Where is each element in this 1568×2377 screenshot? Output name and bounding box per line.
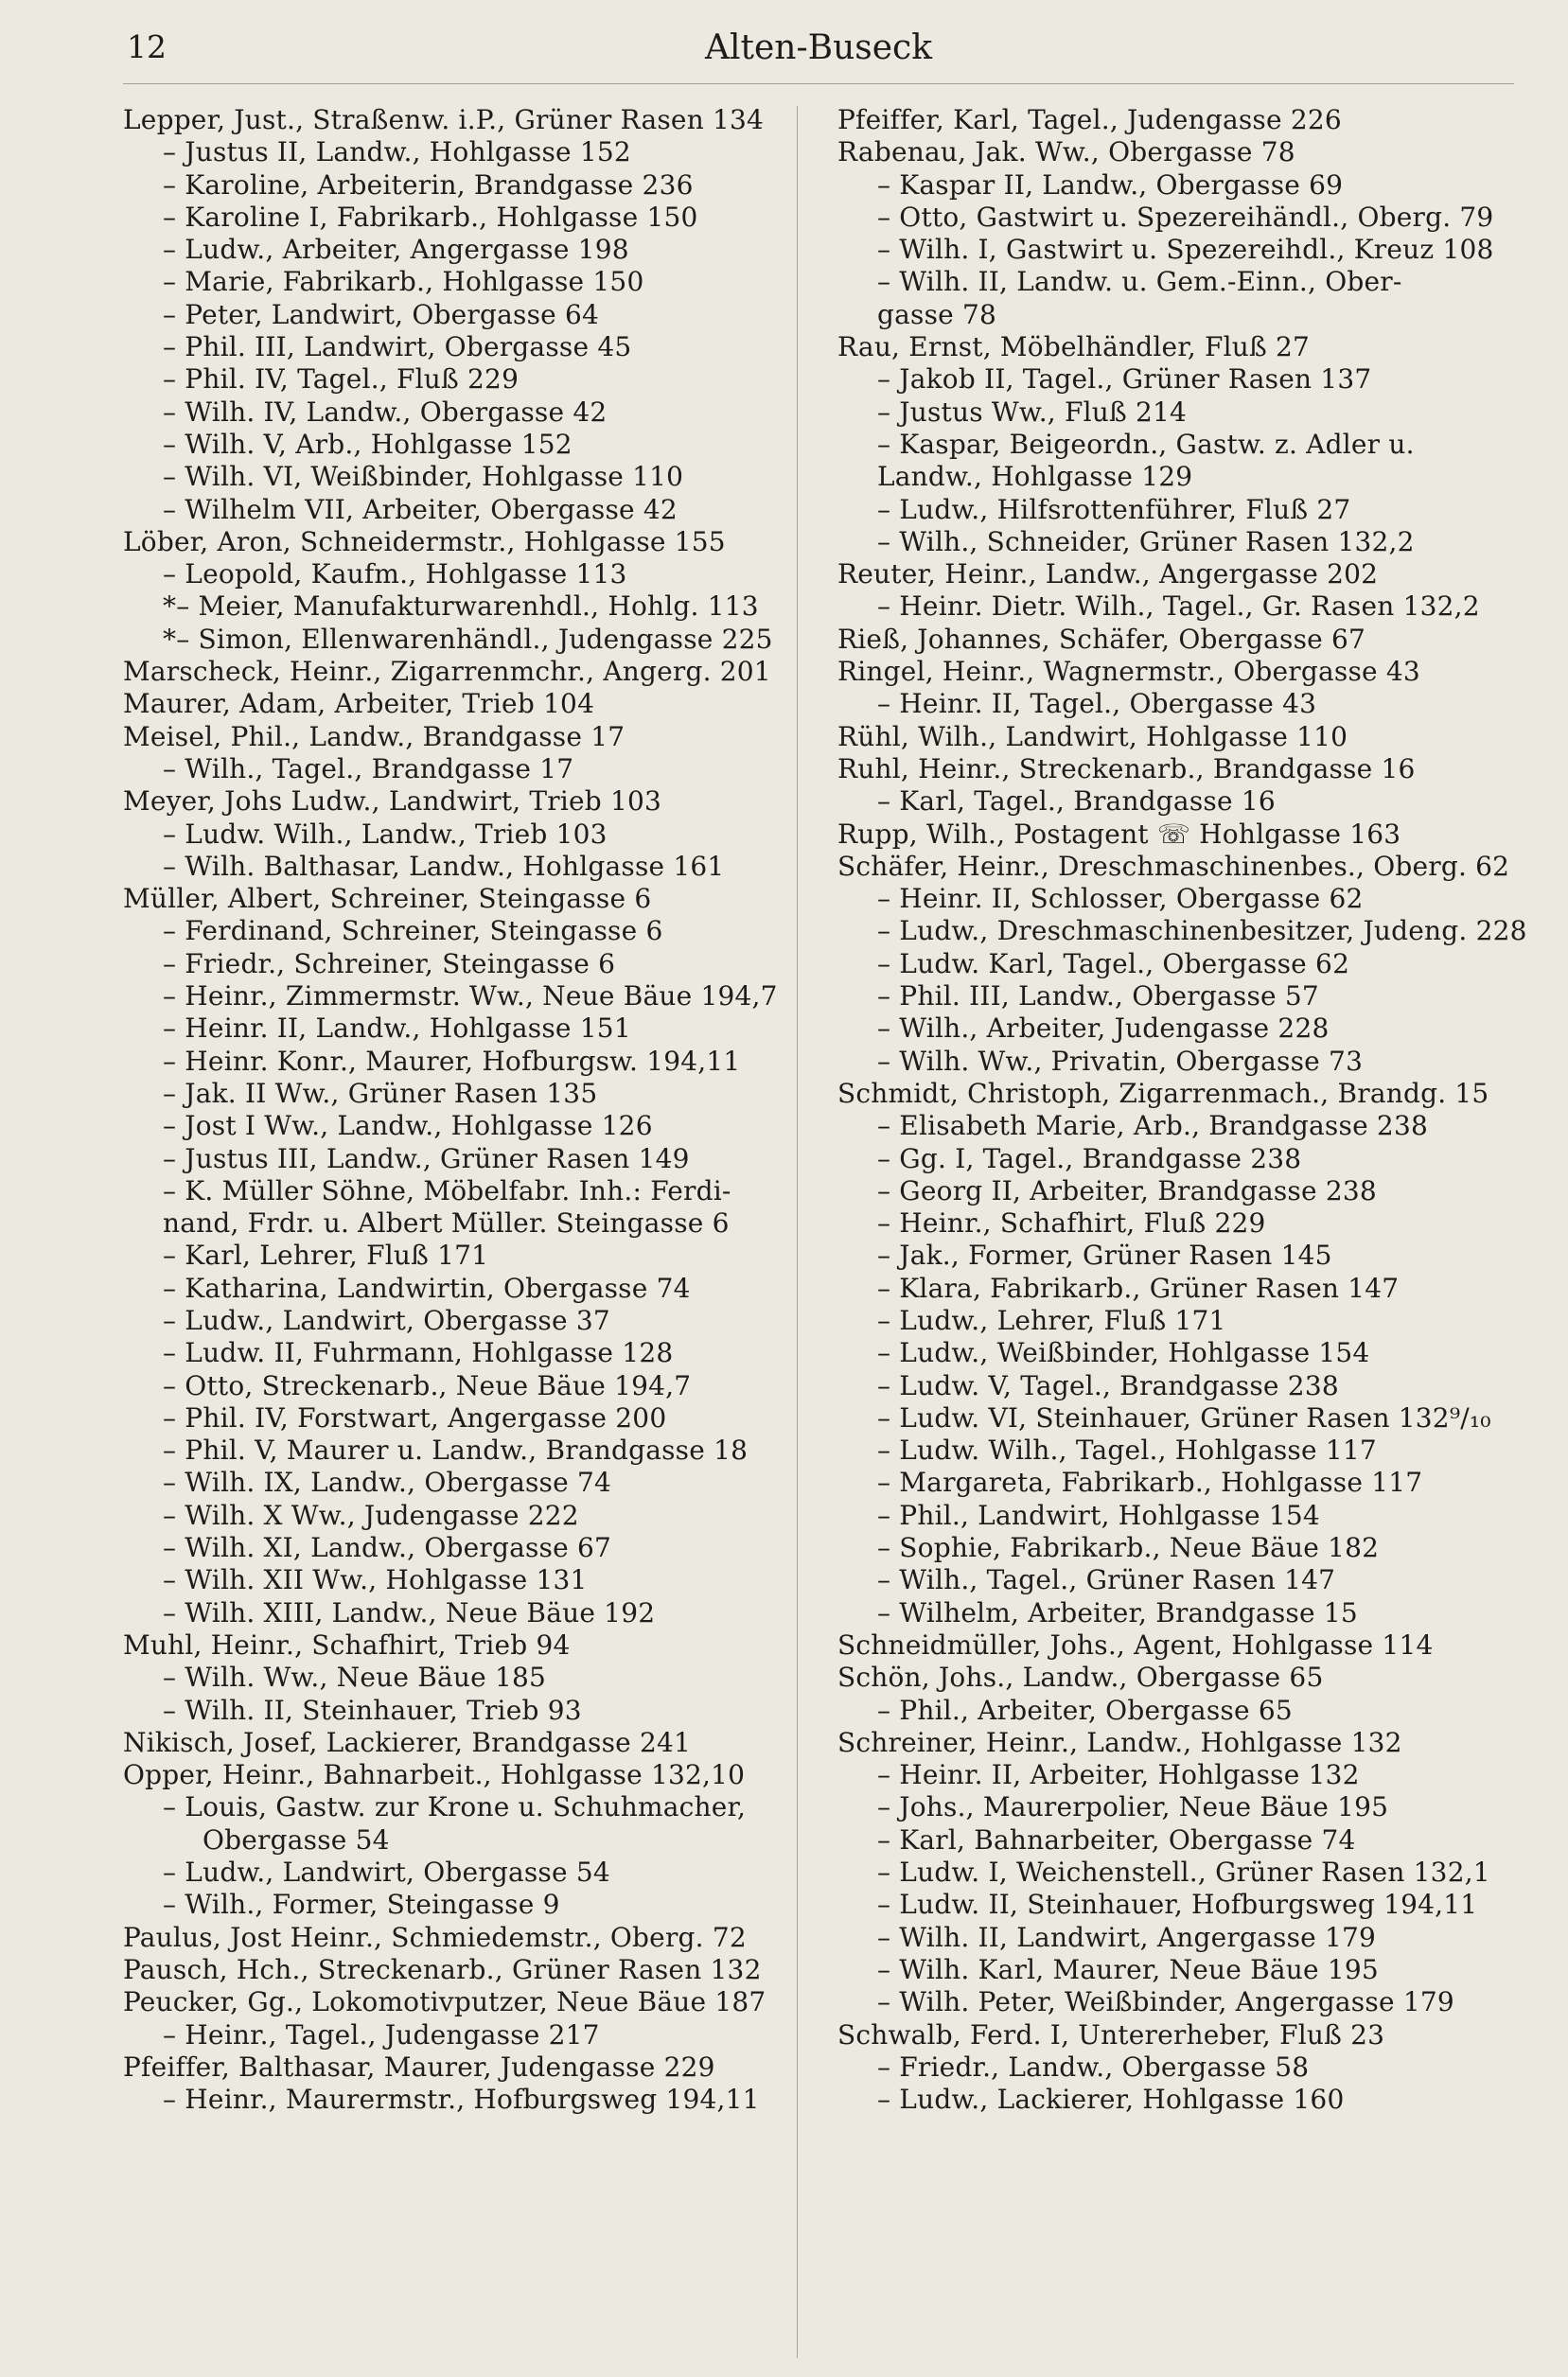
directory-entry: Pfeiffer, Karl, Tagel., Judengasse 226 [837, 104, 1342, 135]
directory-entry: – Wilh. II, Landwirt, Angergasse 179 [877, 1921, 1377, 1953]
directory-entry: – Ferdinand, Schreiner, Steingasse 6 [163, 915, 663, 947]
directory-entry: Marscheck, Heinr., Zigarrenmchr., Angerg. 201 [123, 656, 771, 688]
page-header [123, 25, 1514, 81]
directory-entry: – Wilh. Peter, Weißbinder, Angergasse 179 [877, 1986, 1454, 2018]
directory-entry: – Heinr., Maurermstr., Hofburgsweg 194,11 [163, 2084, 760, 2116]
directory-entry: Meyer, Johs Ludw., Landwirt, Trieb 103 [123, 785, 662, 818]
directory-entry: – Heinr. II, Schlosser, Obergasse 62 [877, 883, 1364, 915]
directory-entry: – Jak., Former, Grüner Rasen 145 [877, 1240, 1332, 1272]
directory-entry: – Phil., Landwirt, Hohlgasse 154 [877, 1499, 1320, 1531]
directory-entry: – Jakob II, Tagel., Grüner Rasen 137 [877, 363, 1372, 396]
directory-entry: – Ludw. Wilh., Landw., Trieb 103 [163, 818, 608, 850]
directory-entry: – Wilh. IV, Landw., Obergasse 42 [163, 396, 608, 428]
directory-entry: Ruhl, Heinr., Streckenarb., Brandgasse 16 [837, 752, 1416, 784]
directory-entry: Rupp, Wilh., Postagent ☏ Hohlgasse 163 [837, 818, 1401, 850]
directory-entry: Pfeiffer, Balthasar, Maurer, Judengasse 229 [123, 2051, 715, 2083]
directory-entry: – Justus Ww., Fluß 214 [877, 396, 1188, 428]
directory-entry: – Wilhelm VII, Arbeiter, Obergasse 42 [163, 493, 678, 525]
directory-entry: – Wilh. II, Steinhauer, Trieb 93 [163, 1694, 582, 1726]
directory-entry: – Ludw. II, Steinhauer, Hofburgsweg 194,11 [877, 1889, 1478, 1921]
directory-entry: – Wilh., Tagel., Brandgasse 17 [163, 752, 574, 784]
directory-entry: – Katharina, Landwirtin, Obergasse 74 [163, 1272, 691, 1304]
directory-entry: – Karl, Bahnarbeiter, Obergasse 74 [877, 1823, 1356, 1856]
directory-entry: – Kaspar, Beigeordn., Gastw. z. Adler u. [877, 428, 1415, 460]
directory-entry: – Margareta, Fabrikarb., Hohlgasse 117 [877, 1467, 1423, 1499]
directory-entry: – Heinr. Konr., Maurer, Hofburgsw. 194,11 [163, 1045, 741, 1077]
directory-entry: – Justus III, Landw., Grüner Rasen 149 [163, 1142, 690, 1174]
directory-entry: Meisel, Phil., Landw., Brandgasse 17 [123, 720, 625, 752]
directory-entry: – Wilhelm, Arbeiter, Brandgasse 15 [877, 1596, 1358, 1629]
directory-entry: – Wilh., Tagel., Grüner Rasen 147 [877, 1564, 1336, 1596]
directory-entry: – Wilh. Ww., Privatin, Obergasse 73 [877, 1045, 1364, 1077]
directory-entry: Schön, Johs., Landw., Obergasse 65 [837, 1662, 1324, 1694]
directory-entry: – Phil. III, Landwirt, Obergasse 45 [163, 331, 632, 363]
directory-entry: – Wilh., Former, Steingasse 9 [163, 1889, 560, 1921]
directory-entry: – Klara, Fabrikarb., Grüner Rasen 147 [877, 1272, 1400, 1304]
directory-entry: – Ludw., Arbeiter, Angergasse 198 [163, 234, 629, 266]
directory-entry: – Heinr., Zimmermstr. Ww., Neue Bäue 194,7 [163, 980, 778, 1012]
directory-entry: Paulus, Jost Heinr., Schmiedemstr., Oberg. 72 [123, 1921, 747, 1953]
directory-entry: – Heinr. II, Landw., Hohlgasse 151 [163, 1012, 631, 1045]
directory-entry: Löber, Aron, Schneidermstr., Hohlgasse 155 [123, 525, 726, 557]
directory-entry: – Phil. III, Landw., Obergasse 57 [877, 980, 1319, 1012]
right-column [837, 104, 1538, 2366]
directory-entry: – Ludw. Wilh., Tagel., Hohlgasse 117 [877, 1435, 1377, 1467]
directory-entry: Schäfer, Heinr., Dreschmaschinenbes., Oberg. 62 [837, 850, 1510, 882]
directory-entry: – Karl, Tagel., Brandgasse 16 [877, 785, 1276, 818]
directory-entry: Schneidmüller, Johs., Agent, Hohlgasse 114 [837, 1629, 1434, 1661]
directory-entry: – Phil. V, Maurer u. Landw., Brandgasse 18 [163, 1435, 749, 1467]
directory-entry: – Leopold, Kaufm., Hohlgasse 113 [163, 558, 627, 590]
directory-entry: Lepper, Just., Straßenw. i.P., Grüner Rasen 134 [123, 104, 765, 135]
directory-entry: – Gg. I, Tagel., Brandgasse 238 [877, 1142, 1302, 1174]
directory-entry: – Heinr. II, Tagel., Obergasse 43 [877, 688, 1317, 720]
directory-entry: – Otto, Streckenarb., Neue Bäue 194,7 [163, 1369, 692, 1401]
directory-entry: – Wilh. VI, Weißbinder, Hohlgasse 110 [163, 461, 684, 493]
directory-entry: – Heinr., Schafhirt, Fluß 229 [877, 1207, 1266, 1240]
directory-entry: Schwalb, Ferd. I, Untererheber, Fluß 23 [837, 2018, 1385, 2051]
directory-entry: Rieß, Johannes, Schäfer, Obergasse 67 [837, 623, 1366, 655]
directory-entry: – Wilh. Ww., Neue Bäue 185 [163, 1662, 547, 1694]
directory-entry: – Louis, Gastw. zur Krone u. Schuhmacher, [163, 1791, 747, 1823]
directory-entry: – Wilh. Balthasar, Landw., Hohlgasse 161 [163, 850, 725, 882]
directory-entry: – Ludw., Hilfsrottenführer, Fluß 27 [877, 493, 1351, 525]
directory-entry: Pausch, Hch., Streckenarb., Grüner Rasen 132 [123, 1953, 762, 1985]
directory-entry: *– Meier, Manufakturwarenhdl., Hohlg. 113 [163, 590, 759, 623]
directory-entry: – Wilh. X Ww., Judengasse 222 [163, 1499, 579, 1531]
directory-entry: – Ludw. II, Fuhrmann, Hohlgasse 128 [163, 1337, 674, 1369]
directory-entry: – Jak. II Ww., Grüner Rasen 135 [163, 1077, 598, 1109]
directory-entry: Muhl, Heinr., Schafhirt, Trieb 94 [123, 1629, 571, 1661]
directory-entry: Schmidt, Christoph, Zigarrenmach., Brandg. 15 [837, 1077, 1489, 1109]
directory-entry: – Wilh. II, Landw. u. Gem.-Einn., Ober- [877, 266, 1402, 298]
directory-entry: – Heinr., Tagel., Judengasse 217 [163, 2018, 600, 2051]
directory-entry: – Johs., Maurerpolier, Neue Bäue 195 [877, 1791, 1389, 1823]
directory-entry: – Wilh. Karl, Maurer, Neue Bäue 195 [877, 1953, 1379, 1985]
directory-entry: – Kaspar II, Landw., Obergasse 69 [877, 168, 1344, 201]
directory-entry: – K. Müller Söhne, Möbelfabr. Inh.: Ferdi- [163, 1174, 731, 1206]
directory-entry: Rabenau, Jak. Ww., Obergasse 78 [837, 136, 1295, 168]
directory-entry: – Ludw., Landwirt, Obergasse 37 [163, 1304, 610, 1336]
directory-entry: Nikisch, Josef, Lackierer, Brandgasse 241 [123, 1726, 692, 1758]
directory-entry: Peucker, Gg., Lokomotivputzer, Neue Bäue 187 [123, 1986, 766, 2018]
directory-entry: – Ludw., Lehrer, Fluß 171 [877, 1304, 1226, 1336]
directory-entry: – Elisabeth Marie, Arb., Brandgasse 238 [877, 1110, 1428, 1142]
directory-entry: – Ludw. Karl, Tagel., Obergasse 62 [877, 947, 1350, 979]
directory-entry: – Wilh. XII Ww., Hohlgasse 131 [163, 1564, 588, 1596]
directory-entry: – Marie, Fabrikarb., Hohlgasse 150 [163, 266, 644, 298]
directory-entry: – Friedr., Landw., Obergasse 58 [877, 2051, 1310, 2083]
directory-entry: – Ludw., Weißbinder, Hohlgasse 154 [877, 1337, 1370, 1369]
directory-entry: – Phil. IV, Forstwart, Angergasse 200 [163, 1401, 667, 1434]
header-rule [123, 83, 1514, 84]
directory-entry: – Wilh. IX, Landw., Obergasse 74 [163, 1467, 612, 1499]
directory-entry: Schreiner, Heinr., Landw., Hohlgasse 132 [837, 1726, 1402, 1758]
directory-entry: – Karl, Lehrer, Fluß 171 [163, 1240, 489, 1272]
directory-entry: Ringel, Heinr., Wagnermstr., Obergasse 43 [837, 656, 1420, 688]
directory-entry: Obergasse 54 [203, 1823, 390, 1856]
directory-entry: – Otto, Gastwirt u. Spezereihändl., Oberg. 79 [877, 201, 1494, 233]
left-column [123, 104, 823, 2366]
directory-entry: – Wilh., Schneider, Grüner Rasen 132,2 [877, 525, 1415, 557]
directory-entry: Rau, Ernst, Möbelhändler, Fluß 27 [837, 331, 1311, 363]
directory-entry: – Ludw., Lackierer, Hohlgasse 160 [877, 2084, 1345, 2116]
directory-entry: Reuter, Heinr., Landw., Angergasse 202 [837, 558, 1379, 590]
directory-entry: – Wilh., Arbeiter, Judengasse 228 [877, 1012, 1330, 1045]
directory-entry: – Karoline I, Fabrikarb., Hohlgasse 150 [163, 201, 698, 233]
directory-entry: – Wilh. V, Arb., Hohlgasse 152 [163, 428, 573, 460]
directory-entry: – Sophie, Fabrikarb., Neue Bäue 182 [877, 1532, 1380, 1564]
column-divider [797, 106, 798, 2358]
directory-entry: – Georg II, Arbeiter, Brandgasse 238 [877, 1174, 1377, 1206]
directory-entry: – Friedr., Schreiner, Steingasse 6 [163, 947, 616, 979]
directory-entry: – Phil. IV, Tagel., Fluß 229 [163, 363, 520, 396]
directory-entry: Opper, Heinr., Bahnarbeit., Hohlgasse 132,10 [123, 1759, 746, 1791]
directory-entry: *– Simon, Ellenwarenhändl., Judengasse 225 [163, 623, 773, 655]
directory-entry: – Ludw. VI, Steinhauer, Grüner Rasen 132⁹/₁₀ [877, 1401, 1491, 1434]
directory-entry: gasse 78 [877, 298, 997, 330]
directory-entry: Maurer, Adam, Arbeiter, Trieb 104 [123, 688, 595, 720]
directory-entry: Landw., Hohlgasse 129 [877, 461, 1193, 493]
directory-entry: – Ludw., Dreschmaschinenbesitzer, Judeng. 228 [877, 915, 1527, 947]
directory-entry: – Peter, Landwirt, Obergasse 64 [163, 298, 600, 330]
directory-entry: – Karoline, Arbeiterin, Brandgasse 236 [163, 168, 694, 201]
directory-entry: – Ludw., Landwirt, Obergasse 54 [163, 1857, 610, 1889]
directory-entry: – Wilh. I, Gastwirt u. Spezereihdl., Kreuz 108 [877, 234, 1494, 266]
directory-entry: – Wilh. XI, Landw., Obergasse 67 [163, 1532, 612, 1564]
page-number: 12 [127, 28, 167, 65]
directory-entry: – Phil., Arbeiter, Obergasse 65 [877, 1694, 1293, 1726]
directory-entry: – Wilh. XIII, Landw., Neue Bäue 192 [163, 1596, 656, 1629]
directory-entry: – Justus II, Landw., Hohlgasse 152 [163, 136, 631, 168]
directory-entry: – Jost I Ww., Landw., Hohlgasse 126 [163, 1110, 653, 1142]
directory-entry: Rühl, Wilh., Landwirt, Hohlgasse 110 [837, 720, 1348, 752]
directory-entry: Müller, Albert, Schreiner, Steingasse 6 [123, 883, 652, 915]
running-title: Alten-Buseck [704, 28, 933, 67]
directory-entry: – Ludw. I, Weichenstell., Grüner Rasen 132,1 [877, 1857, 1490, 1889]
directory-entry: – Heinr. II, Arbeiter, Hohlgasse 132 [877, 1759, 1360, 1791]
directory-entry: nand, Frdr. u. Albert Müller. Steingasse 6 [163, 1207, 730, 1240]
directory-entry: – Heinr. Dietr. Wilh., Tagel., Gr. Rasen 132,2 [877, 590, 1480, 623]
directory-entry: – Ludw. V, Tagel., Brandgasse 238 [877, 1369, 1339, 1401]
